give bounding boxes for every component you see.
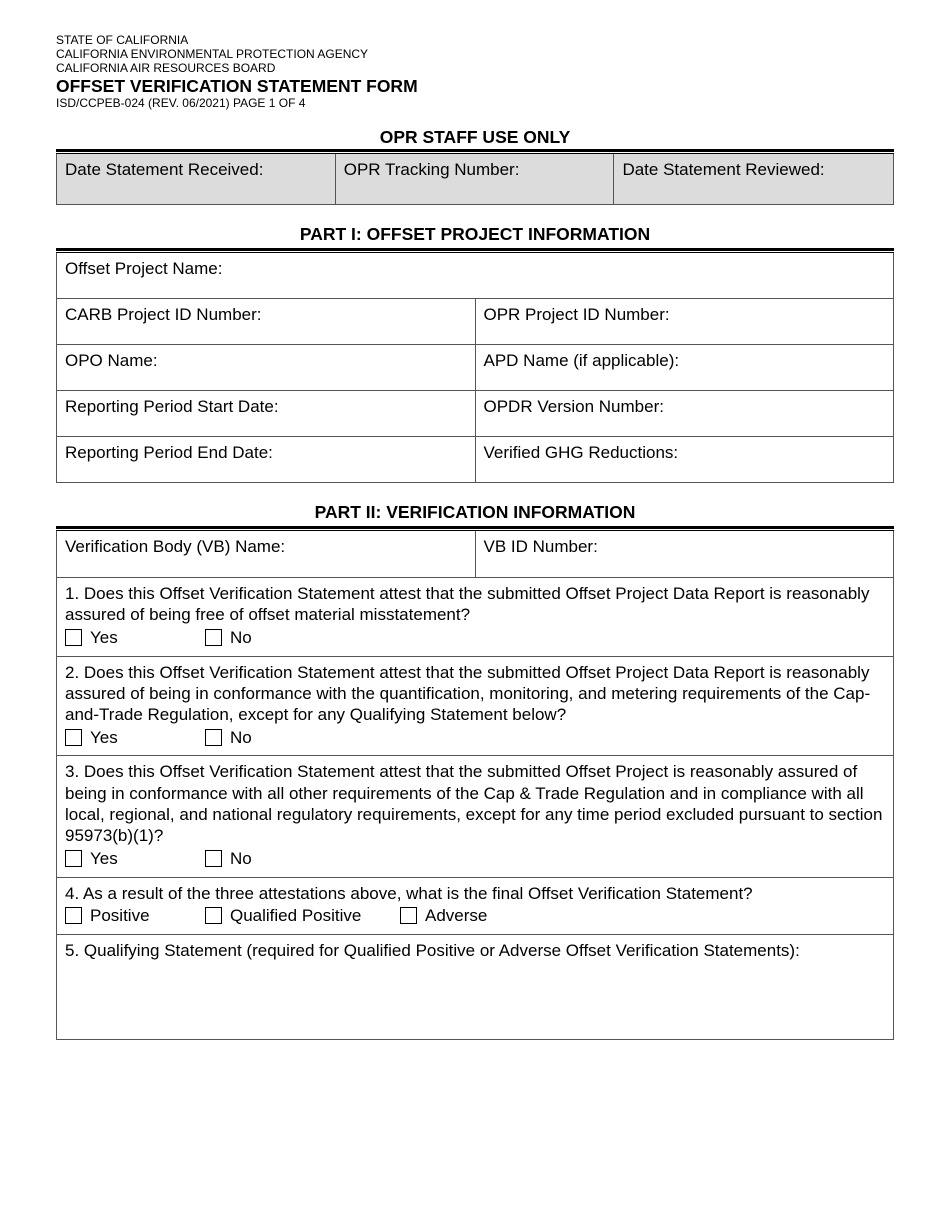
- q3-no-option[interactable]: [205, 848, 252, 869]
- question-1-options: [65, 626, 885, 650]
- part1-title: PART I: OFFSET PROJECT INFORMATION: [299, 224, 651, 244]
- carb-project-id-field[interactable]: [57, 299, 476, 345]
- q4-adverse-label: Adverse: [425, 906, 488, 926]
- vb-name-label: Verification Body (VB) Name:: [65, 537, 286, 556]
- question-5[interactable]: [57, 934, 894, 1039]
- date-received-field[interactable]: [57, 154, 336, 205]
- question-4-options: [65, 904, 885, 928]
- q1-no-option[interactable]: [205, 627, 252, 648]
- staff-section-title: OPR STAFF USE ONLY: [379, 127, 571, 147]
- q3-yes-label: Yes: [90, 849, 118, 869]
- question-2-text: 2. Does this Offset Verification Statement attest that the submitted Offset Project Data Report is reasonably assured of being in conformance with the quantification, monitoring, and metering requirements of the Cap-and-Trade Regulation, except for any Qualifying Statement below?: [65, 662, 871, 725]
- agency-line-arb: CALIFORNIA AIR RESOURCES BOARD: [56, 61, 276, 75]
- opr-project-id-field[interactable]: [475, 299, 894, 345]
- tracking-number-field[interactable]: [335, 154, 614, 205]
- vb-id-field[interactable]: [475, 531, 894, 578]
- opdr-version-field[interactable]: [475, 391, 894, 437]
- q3-no-label: No: [230, 849, 252, 869]
- period-end-label: Reporting Period End Date:: [65, 443, 273, 462]
- apd-name-field[interactable]: [475, 345, 894, 391]
- q3-no-checkbox[interactable]: [205, 850, 222, 867]
- form-revision: ISD/CCPEB-024 (REV. 06/2021) PAGE 1 OF 4: [56, 96, 306, 110]
- question-2-options: [65, 725, 885, 749]
- q2-yes-label: Yes: [90, 727, 118, 747]
- question-1: [57, 578, 894, 657]
- opo-name-label: OPO Name:: [65, 351, 158, 370]
- question-2: [57, 656, 894, 756]
- q2-no-option[interactable]: [205, 727, 252, 748]
- q4-qualified-positive-option[interactable]: [205, 905, 400, 926]
- question-3: [57, 756, 894, 877]
- date-reviewed-label: Date Statement Reviewed:: [622, 160, 825, 179]
- question-3-text: 3. Does this Offset Verification Statement attest that the submitted Offset Project is reasonably assured of being in conformance with all other requirements of the Cap & Trade Regulation and in compliance with all local, regional, and national regulatory requirements, except for any time period excluded pursuant to section 95973(b)(1)?: [65, 762, 883, 846]
- opr-project-id-label: OPR Project ID Number:: [483, 305, 670, 324]
- q2-yes-checkbox[interactable]: [65, 729, 82, 746]
- agency-header: [56, 33, 894, 110]
- q2-no-checkbox[interactable]: [205, 729, 222, 746]
- q1-yes-option[interactable]: [65, 627, 205, 648]
- date-received-label: Date Statement Received:: [65, 160, 264, 179]
- opo-name-field[interactable]: [57, 345, 476, 391]
- period-end-field[interactable]: [57, 437, 476, 483]
- part2-title: PART II: VERIFICATION INFORMATION: [314, 502, 636, 522]
- q4-positive-option[interactable]: [65, 905, 205, 926]
- part1-table: [56, 253, 894, 483]
- form-title: OFFSET VERIFICATION STATEMENT FORM: [56, 76, 418, 96]
- question-1-text: 1. Does this Offset Verification Statement attest that the submitted Offset Project Data Report is reasonably assured of being free of offset material misstatement?: [65, 584, 870, 625]
- q2-no-label: No: [230, 727, 252, 747]
- staff-table: [56, 154, 894, 205]
- tracking-number-label: OPR Tracking Number:: [343, 160, 520, 179]
- q3-yes-checkbox[interactable]: [65, 850, 82, 867]
- q2-yes-option[interactable]: [65, 727, 205, 748]
- q4-adverse-option[interactable]: [400, 905, 487, 926]
- agency-line-state: STATE OF CALIFORNIA: [56, 33, 189, 47]
- carb-project-id-label: CARB Project ID Number:: [65, 305, 262, 324]
- ghg-reductions-label: Verified GHG Reductions:: [483, 443, 679, 462]
- question-3-options: [65, 847, 885, 871]
- project-name-field[interactable]: [57, 253, 894, 299]
- vb-name-field[interactable]: [57, 531, 476, 578]
- date-reviewed-field[interactable]: [614, 154, 894, 205]
- part2-table: [56, 531, 894, 1040]
- question-4-text: 4. As a result of the three attestations above, what is the final Offset Verification Statement?: [65, 883, 753, 903]
- q1-yes-label: Yes: [90, 627, 118, 647]
- period-start-field[interactable]: [57, 391, 476, 437]
- q3-yes-option[interactable]: [65, 848, 205, 869]
- vb-id-label: VB ID Number:: [483, 537, 598, 556]
- q1-no-checkbox[interactable]: [205, 629, 222, 646]
- q4-adverse-checkbox[interactable]: [400, 907, 417, 924]
- q4-positive-label: Positive: [90, 906, 150, 926]
- period-start-label: Reporting Period Start Date:: [65, 397, 279, 416]
- opdr-version-label: OPDR Version Number:: [483, 397, 664, 416]
- question-4: [57, 877, 894, 934]
- q4-qualified-positive-checkbox[interactable]: [205, 907, 222, 924]
- form-page: [56, 0, 894, 1040]
- question-5-text: 5. Qualifying Statement (required for Qualified Positive or Adverse Offset Verification Statements):: [65, 940, 800, 960]
- apd-name-label: APD Name (if applicable):: [483, 351, 680, 370]
- q4-positive-checkbox[interactable]: [65, 907, 82, 924]
- agency-line-epa: CALIFORNIA ENVIRONMENTAL PROTECTION AGENCY: [56, 47, 369, 61]
- ghg-reductions-field[interactable]: [475, 437, 894, 483]
- q1-yes-checkbox[interactable]: [65, 629, 82, 646]
- q1-no-label: No: [230, 627, 252, 647]
- project-name-label: Offset Project Name:: [65, 259, 223, 278]
- q4-qualified-positive-label: Qualified Positive: [230, 906, 362, 926]
